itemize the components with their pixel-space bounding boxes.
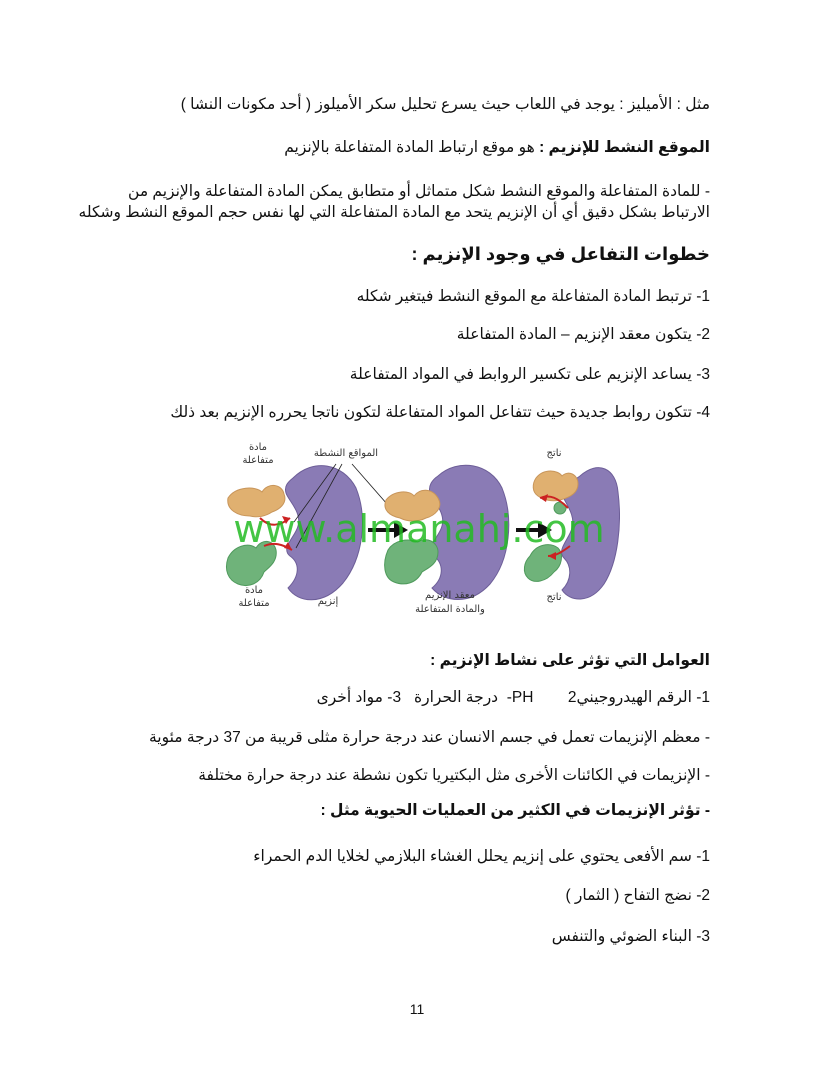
process-item: 1- سم الأفعى يحتوي على إنزيم يحلل الغشاء البلازمي لخلايا الدم الحمراء	[253, 848, 710, 865]
active-site-text: هو موقع ارتباط المادة المتفاعلة بالإنزيم	[284, 139, 540, 156]
active-site-definition	[284, 138, 710, 157]
enzyme-reaction-figure	[218, 438, 620, 618]
label-product-top: ناتج	[546, 448, 562, 459]
label-enzyme: إنزيم	[317, 596, 339, 607]
step-item: 3- يساعد الإنزيم على تكسير الروابط في المواد المتفاعلة	[349, 366, 710, 383]
factors-note: - معظم الإنزيمات تعمل في جسم الانسان عند درجة حرارة مثلى قريبة من 37 درجة مئوية	[148, 729, 710, 746]
step-item: 2- يتكون معقد الإنزيم – المادة المتفاعلة	[456, 326, 710, 343]
factors-heading: العوامل التي تؤثر على نشاط الإنزيم :	[430, 652, 710, 669]
process-item: 2- نضج التفاح ( الثمار )	[565, 887, 710, 904]
process-item: 3- البناء الضوئي والتنفس	[551, 928, 710, 945]
label-substrate-top: مادة	[248, 442, 268, 453]
label-substrate-bottom: متفاعلة	[238, 598, 270, 609]
watermark: www.almanahj.com	[233, 507, 605, 551]
step-item: 4- تتكون روابط جديدة حيث تتفاعل المواد المتفاعلة لتكون ناتجا يحرره الإنزيم بعد ذلك	[170, 404, 710, 421]
amylase-example: مثل : الأميليز : يوجد في اللعاب حيث يسرع تحليل سكر الأميلوز ( أحد مكونات النشا )	[180, 96, 710, 113]
label-product-bottom: ناتج	[546, 592, 562, 603]
factors-note: - الإنزيمات في الكائنات الأخرى مثل البكتيريا تكون نشطة عند درجة حرارة مختلفة	[198, 767, 710, 784]
page-number: 11	[409, 1001, 425, 1017]
factors-list: 1- الرقم الهيدروجينيPH 2- درجة الحرارة 3- مواد أخرى	[316, 689, 710, 706]
fit-line-1: - للمادة المتفاعلة والموقع النشط شكل متماثل أو متطابق يمكن المادة المتفاعلة والإنزيم من	[128, 183, 710, 200]
processes-heading: - تؤثر الإنزيمات في الكثير من العمليات الحيوية مثل :	[320, 802, 710, 819]
label-active-sites: المواقع النشطة	[313, 448, 379, 459]
label-complex: معقد الإنزيم	[425, 590, 475, 601]
step-item: 1- ترتبط المادة المتفاعلة مع الموقع النشط فيتغير شكله	[356, 288, 710, 305]
steps-heading: خطوات التفاعل في وجود الإنزيم :	[411, 244, 710, 264]
label-complex: والمادة المتفاعلة	[415, 604, 485, 615]
label-substrate-bottom: مادة	[244, 585, 264, 596]
label-substrate-top: متفاعلة	[242, 455, 274, 466]
active-site-term: الموقع النشط للإنزيم :	[539, 139, 710, 156]
fit-line-2: الارتباط بشكل دقيق أي أن الإنزيم يتحد مع المادة المتفاعلة التي لها نفس حجم الموقع النشط وشكله	[78, 204, 710, 221]
